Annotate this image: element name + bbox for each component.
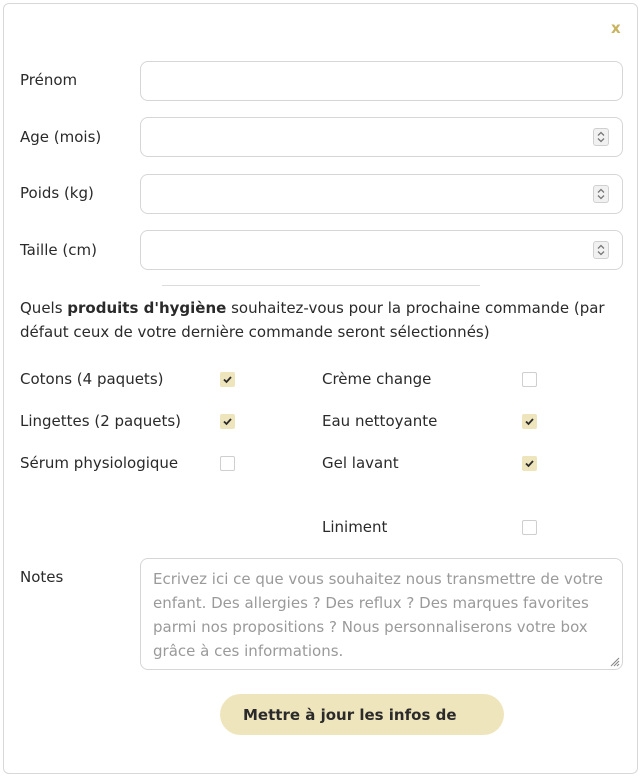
product-label-cotons: Cotons (4 paquets): [20, 370, 164, 388]
product-checkbox-lingettes[interactable]: [220, 414, 235, 429]
stepper-arrows-icon: [594, 129, 608, 145]
weight-field[interactable]: [140, 174, 623, 214]
checkmark-icon: [524, 416, 535, 427]
height-field[interactable]: [140, 230, 623, 270]
product-label-gel-lavant: Gel lavant: [322, 454, 399, 472]
checkmark-icon: [524, 458, 535, 469]
product-checkbox-liniment[interactable]: [522, 520, 537, 535]
hygiene-question-suffix: souhaitez-vous pour la prochaine commande (par défaut ceux de votre dernière commande seront sélectionnés): [20, 299, 605, 341]
product-label-liniment: Liniment: [322, 518, 388, 536]
checkmark-icon: [222, 416, 233, 427]
height-label: Taille (cm): [20, 241, 97, 259]
product-checkbox-cotons[interactable]: [220, 372, 235, 387]
firstname-field[interactable]: [140, 61, 623, 101]
hygiene-question: [20, 296, 620, 344]
close-icon[interactable]: x: [611, 19, 621, 37]
height-input[interactable]: [141, 231, 622, 269]
age-label: Age (mois): [20, 128, 102, 146]
age-field[interactable]: [140, 117, 623, 157]
notes-field[interactable]: [140, 558, 623, 670]
hygiene-question-prefix: Quels: [20, 299, 68, 317]
product-checkbox-creme-change[interactable]: [522, 372, 537, 387]
resize-handle-icon[interactable]: [608, 655, 620, 667]
product-label-lingettes: Lingettes (2 paquets): [20, 412, 182, 430]
notes-textarea[interactable]: [141, 559, 622, 669]
update-info-button[interactable]: Mettre à jour les infos de: [220, 694, 504, 735]
age-stepper[interactable]: [593, 128, 609, 146]
product-checkbox-eau-nettoyante[interactable]: [522, 414, 537, 429]
stepper-arrows-icon: [594, 242, 608, 258]
age-input[interactable]: [141, 118, 622, 156]
product-checkbox-gel-lavant[interactable]: [522, 456, 537, 471]
firstname-label: Prénom: [20, 71, 78, 89]
section-divider: [162, 285, 480, 286]
weight-label: Poids (kg): [20, 184, 94, 202]
checkmark-icon: [222, 374, 233, 385]
height-stepper[interactable]: [593, 241, 609, 259]
product-label-eau-nettoyante: Eau nettoyante: [322, 412, 438, 430]
stepper-arrows-icon: [594, 186, 608, 202]
product-label-serum: Sérum physiologique: [20, 454, 179, 472]
weight-stepper[interactable]: [593, 185, 609, 203]
weight-input[interactable]: [141, 175, 622, 213]
product-label-creme-change: Crème change: [322, 370, 432, 388]
hygiene-question-bold: produits d'hygiène: [67, 299, 227, 317]
notes-label: Notes: [20, 568, 64, 586]
firstname-input[interactable]: [141, 62, 622, 100]
product-checkbox-serum[interactable]: [220, 456, 235, 471]
